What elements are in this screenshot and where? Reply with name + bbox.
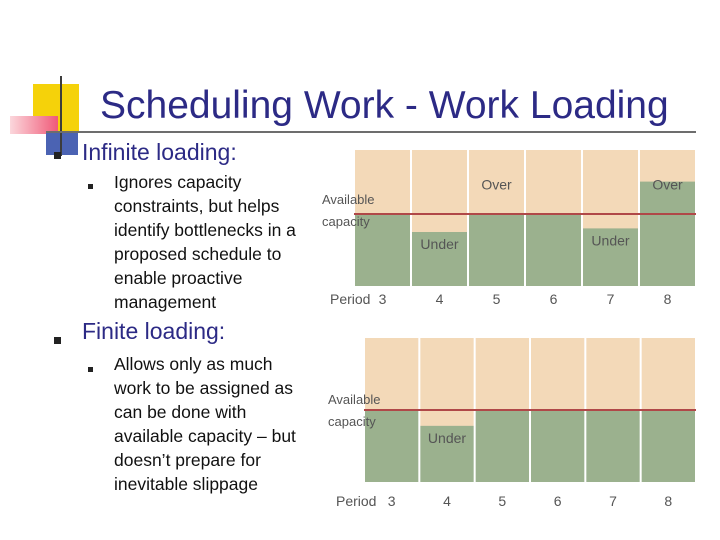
period-tick-label: 8	[664, 493, 673, 509]
y-axis-label-line2: capacity	[322, 214, 370, 229]
load-annotation-under: Under	[427, 429, 467, 446]
bullet-marker	[54, 152, 61, 159]
finite-loading-chart	[324, 334, 698, 514]
title-underline	[46, 131, 696, 133]
load-annotation-over: Over	[652, 176, 683, 193]
bullet-text-finite: Allows only as much work to be assigned as can be done with available capacity – but doesn’t prepare for inevitable slippage	[114, 354, 296, 494]
period-tick-label: 6	[553, 493, 562, 509]
period-tick-label: 5	[492, 291, 501, 307]
decor-blue-square	[46, 133, 78, 155]
period-tick-label: 4	[443, 493, 451, 509]
period-tick-label: 4	[435, 291, 444, 307]
load-bar-period-8	[639, 182, 696, 286]
period-tick-label: 3	[387, 493, 396, 509]
sub-bullet-marker	[88, 184, 93, 189]
load-bar-period-8	[641, 410, 696, 482]
y-axis-label-line2: capacity	[328, 414, 376, 429]
x-axis-label: Period	[330, 291, 371, 307]
period-tick-label: 6	[549, 291, 558, 307]
period-tick-label: 7	[606, 291, 615, 307]
bullet-marker	[54, 337, 61, 344]
x-axis-label: Period	[336, 493, 377, 509]
load-bar-period-5	[475, 410, 530, 482]
infinite-loading-chart	[318, 146, 698, 316]
bullet-text-infinite: Ignores capacity constraints, but helps identify bottlenecks in a proposed schedule to enable proactive management	[114, 172, 296, 312]
load-bar-period-6	[525, 214, 582, 286]
load-bar-period-7	[585, 410, 640, 482]
sub-bullet-marker	[88, 367, 93, 372]
period-tick-label: 5	[498, 493, 507, 509]
load-bar-period-5	[468, 214, 525, 286]
slide-title: Scheduling Work - Work Loading	[100, 84, 669, 127]
load-annotation-over: Over	[481, 176, 512, 193]
bullet-heading-finite: Finite loading:	[82, 318, 226, 344]
period-tick-label: 8	[663, 291, 672, 307]
period-tick-label: 3	[378, 291, 387, 307]
y-axis-label-line1: Available	[328, 392, 381, 407]
load-annotation-under: Under	[420, 236, 459, 252]
load-annotation-under: Under	[591, 232, 630, 249]
period-tick-label: 7	[609, 493, 617, 509]
y-axis-label-line1: Available	[322, 192, 375, 207]
bullet-heading-infinite: Infinite loading:	[82, 139, 237, 165]
decor-vertical-line	[60, 76, 62, 156]
load-bar-period-6	[530, 410, 585, 482]
